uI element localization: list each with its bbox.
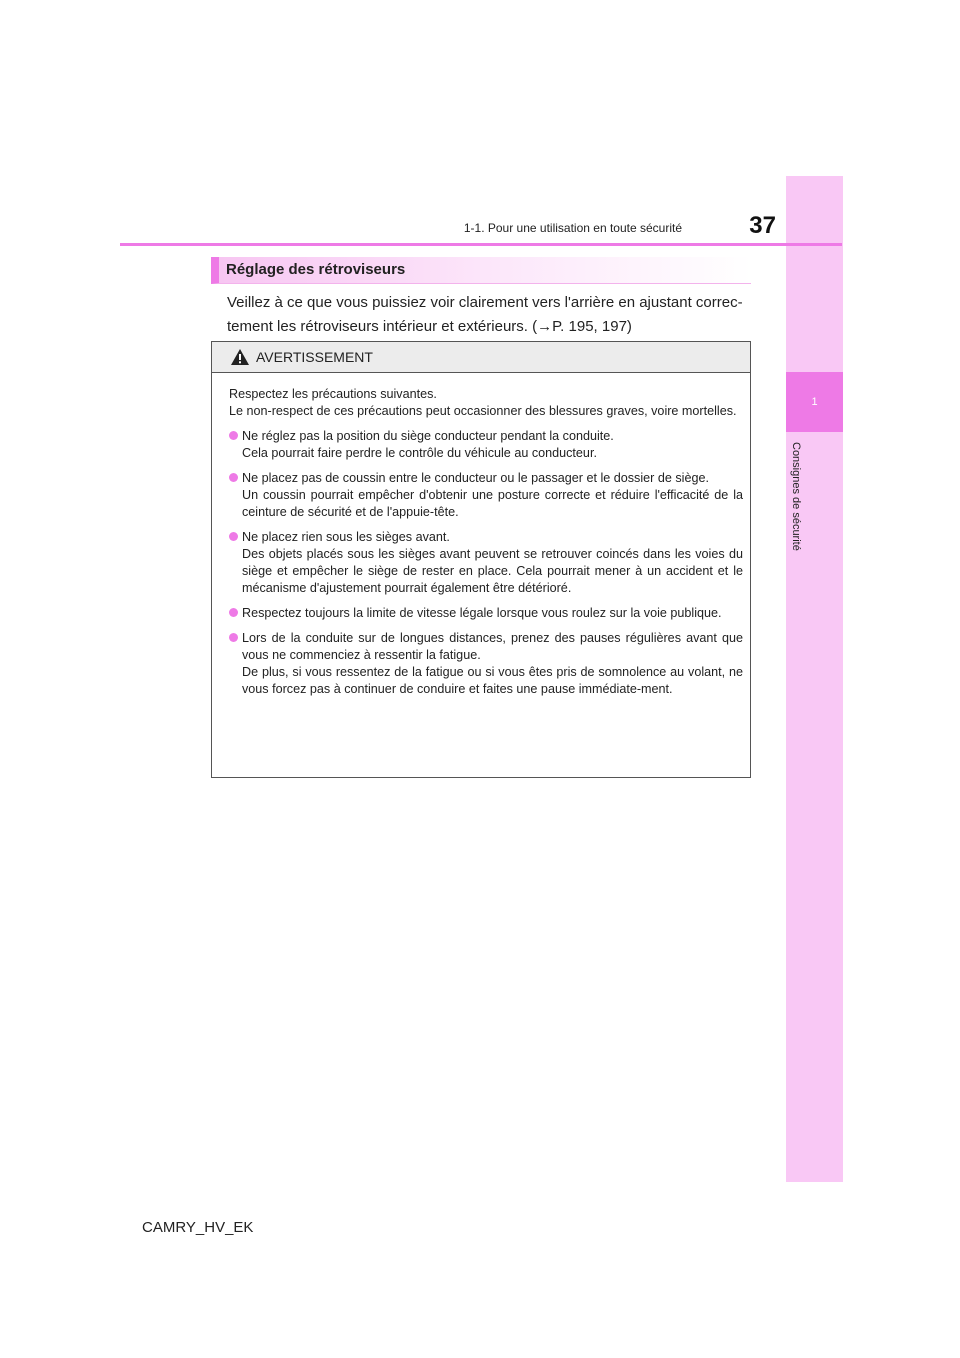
bullet-icon xyxy=(229,532,238,541)
warning-item xyxy=(229,470,743,521)
warning-item-detail: Cela pourrait faire perdre le contrôle du véhicule au conducteur. xyxy=(242,446,597,460)
warning-title: AVERTISSEMENT xyxy=(256,349,373,365)
warning-intro-2: Le non-respect de ces précautions peut occasionner des blessures graves, voire mortelles. xyxy=(229,404,737,418)
header-section-title: 1-1. Pour une utilisation en toute sécurité xyxy=(463,221,682,235)
intro-line-2: tement les rétroviseurs intérieur et extérieurs. (→P. 195, 197) xyxy=(227,318,632,335)
intro-line-1: Veillez à ce que vous puissiez voir clairement vers l'arrière en ajustant correc- xyxy=(227,294,743,311)
warning-item-text: Lors de la conduite sur de longues distances, prenez des pauses régulières avant que vous ne commenciez à ressentir la fatigue. xyxy=(242,631,743,662)
page-number: 37 xyxy=(749,212,776,239)
chapter-side-tab xyxy=(786,176,843,1182)
warning-item xyxy=(229,605,743,622)
bullet-icon xyxy=(229,633,238,642)
warning-item-detail: Un coussin pourrait empêcher d'obtenir une posture correcte et réduire l'efficacité de la ceinture de sécurité et de l'appuie-tête. xyxy=(242,488,743,519)
warning-item-text: Ne placez rien sous les sièges avant. xyxy=(242,530,450,544)
bullet-icon xyxy=(229,608,238,617)
warning-item-detail: De plus, si vous ressentez de la fatigue ou si vous êtes pris de somnolence au volant, ne vous forcez pas à continuer de conduire et faites une pause immédiate-ment. xyxy=(242,665,743,696)
warning-item-text: Respectez toujours la limite de vitesse légale lorsque vous roulez sur la voie publique. xyxy=(242,606,722,620)
chapter-label: Consignes de sécurité xyxy=(790,442,802,551)
warning-item-text: Ne placez pas de coussin entre le conducteur ou le passager et le dossier de siège. xyxy=(242,471,709,485)
header-divider xyxy=(120,243,842,246)
warning-intro-1: Respectez les précautions suivantes. xyxy=(229,387,437,401)
bullet-icon xyxy=(229,431,238,440)
footer-model-code: CAMRY_HV_EK xyxy=(142,1219,254,1236)
warning-triangle-icon xyxy=(230,348,250,366)
warning-box xyxy=(211,341,751,778)
warning-item xyxy=(229,630,743,698)
warning-body xyxy=(229,386,743,698)
chapter-number: 1 xyxy=(786,372,843,432)
warning-item-text: Ne réglez pas la position du siège conducteur pendant la conduite. xyxy=(242,429,614,443)
warning-item xyxy=(229,428,743,462)
warning-header xyxy=(212,342,750,373)
warning-item xyxy=(229,529,743,597)
section-heading xyxy=(211,257,751,284)
warning-item-detail: Des objets placés sous les sièges avant peuvent se retrouver coincés dans les voies du siège et empêcher le siège de rester en place. Cela pourrait mener à un accident et le mécanisme d'ajustement pourrait également être détérioré. xyxy=(242,547,743,595)
section-intro xyxy=(227,291,747,339)
section-heading-text: Réglage des rétroviseurs xyxy=(226,261,406,278)
bullet-icon xyxy=(229,473,238,482)
